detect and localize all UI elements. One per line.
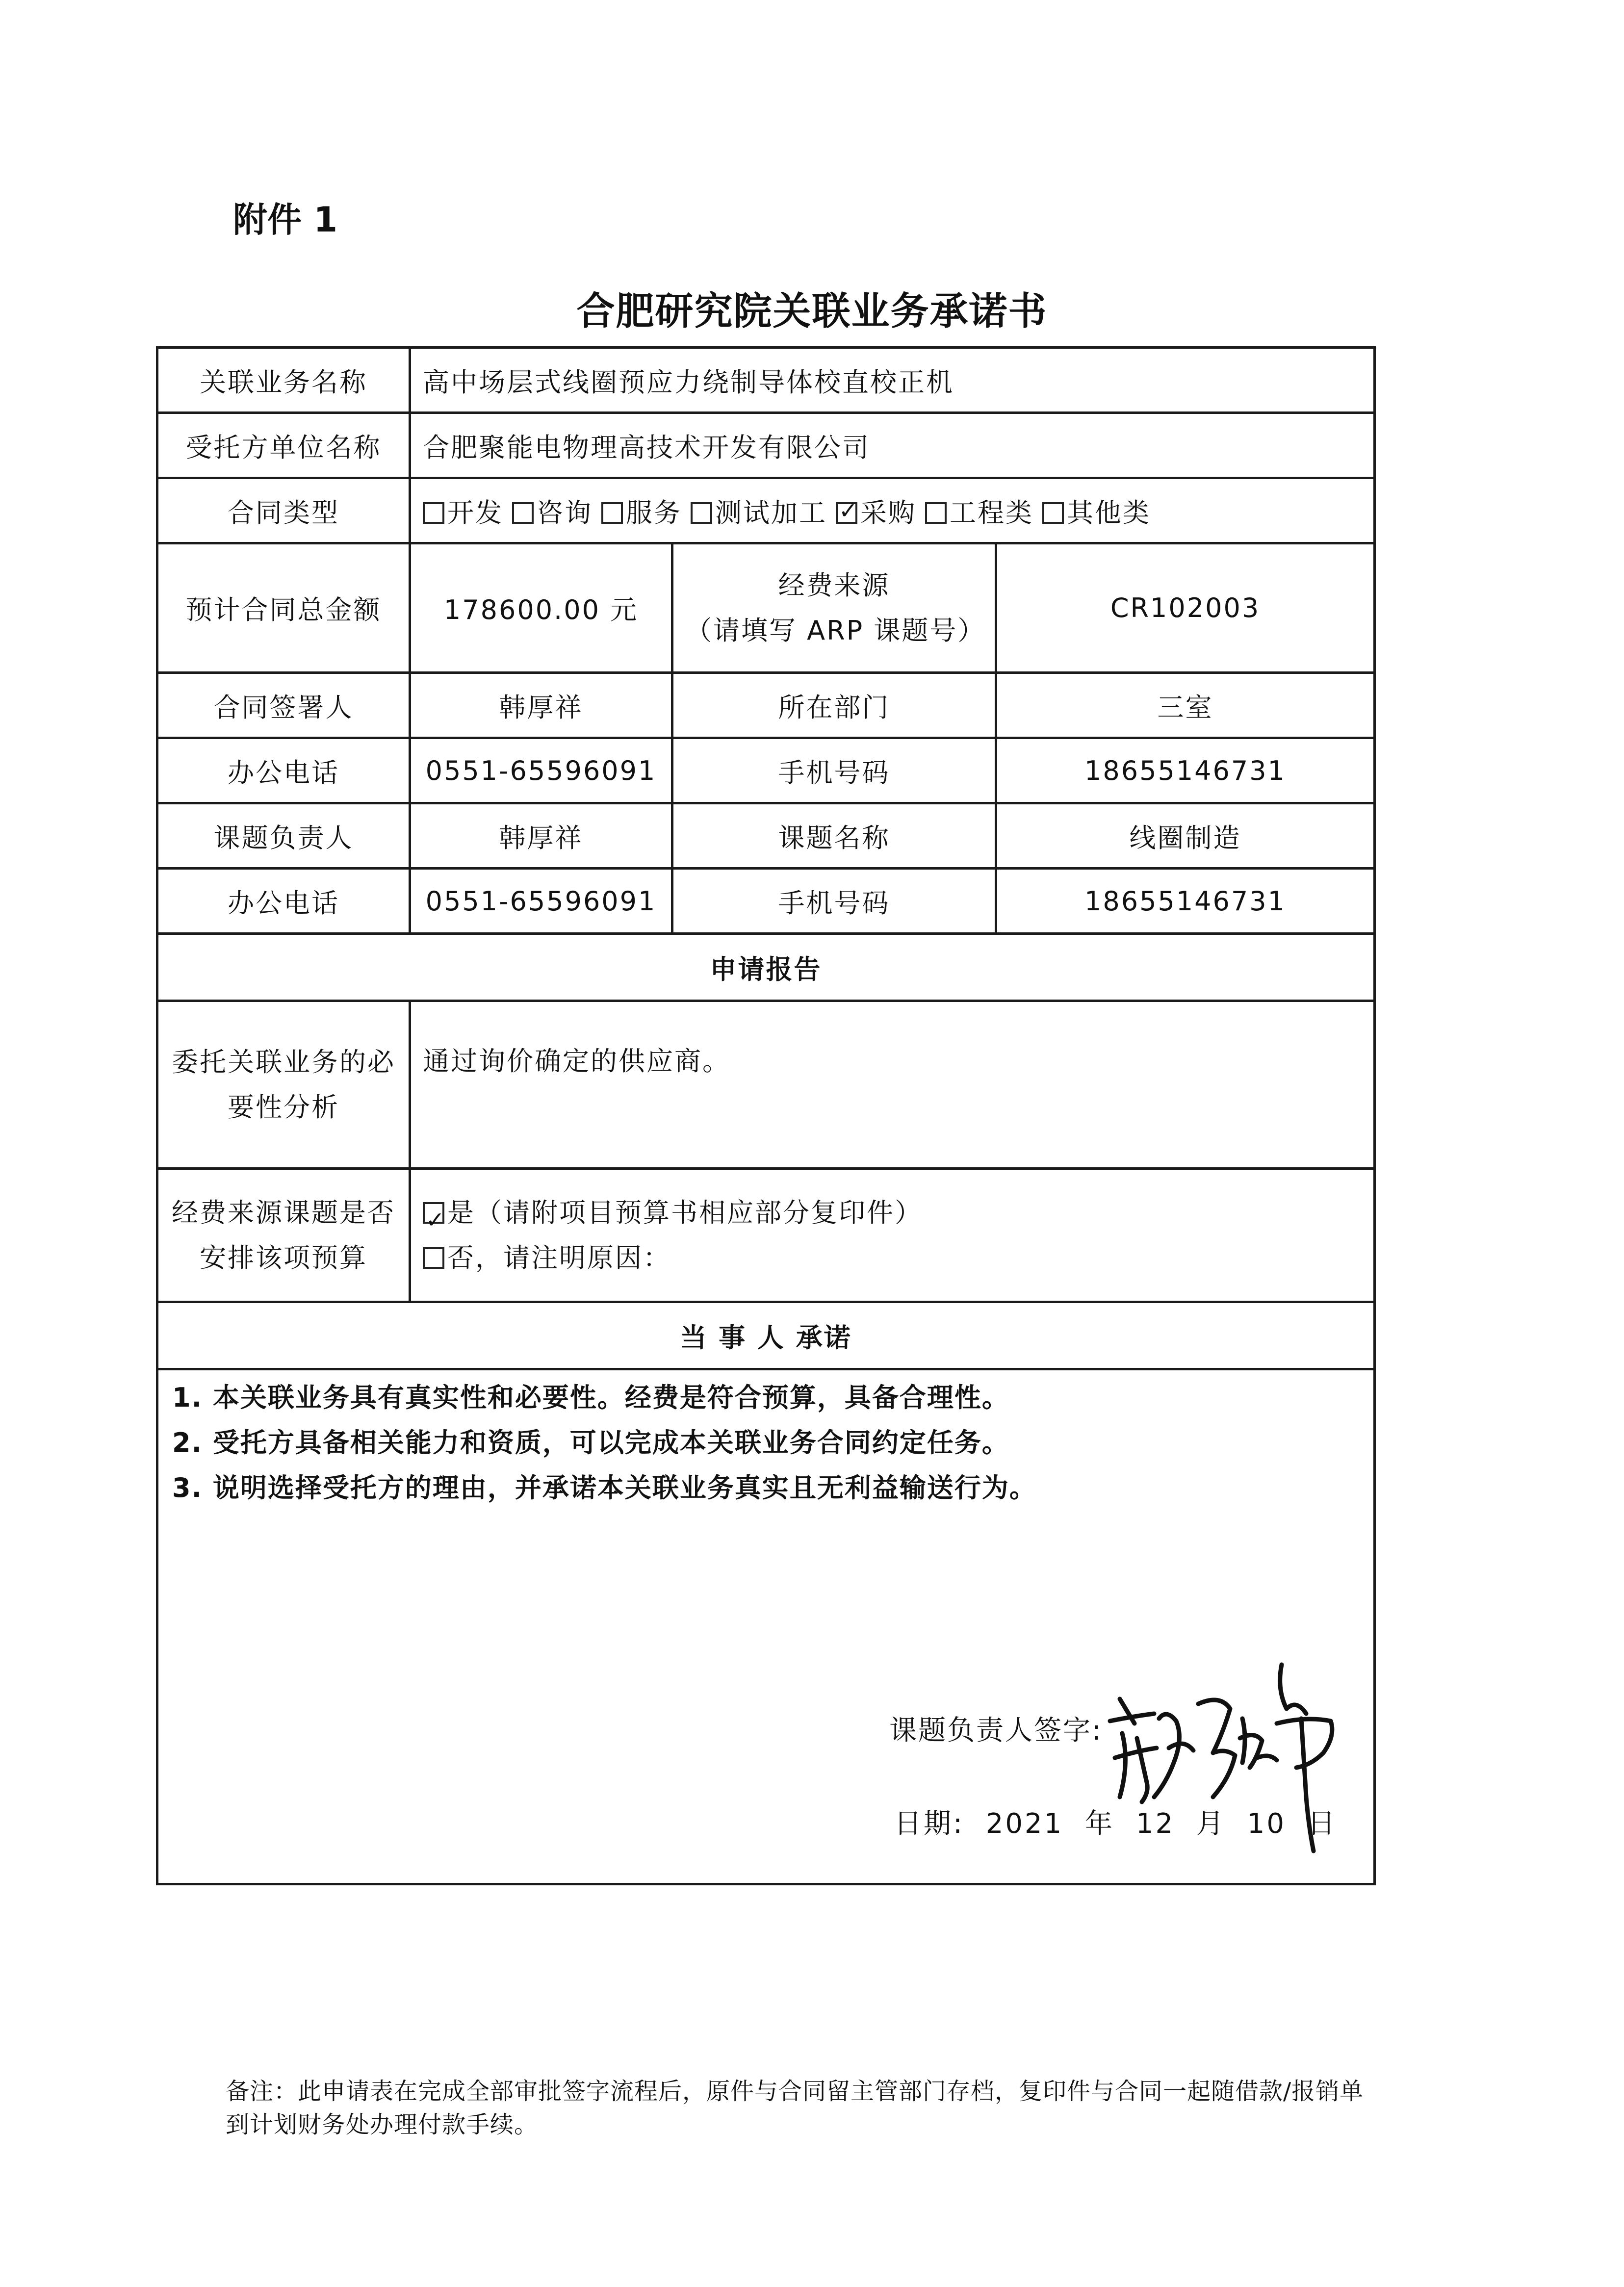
lead-office-phone-value: 0551-65596091 — [410, 869, 672, 934]
funding-source-label — [672, 543, 996, 673]
budget-options — [410, 1169, 1375, 1302]
empty-checkbox-icon — [1042, 502, 1064, 524]
attachment-label: 附件 1 — [233, 200, 338, 240]
department-value: 三室 — [996, 673, 1375, 738]
empty-checkbox-icon — [601, 502, 623, 524]
project-lead-label: 课题负责人 — [157, 803, 410, 869]
business-name-label: 关联业务名称 — [157, 348, 410, 413]
contract-type-option-label: 服务 — [626, 497, 682, 528]
row-budget — [157, 1169, 1375, 1302]
contract-type-option — [827, 497, 916, 528]
project-name-value: 线圈制造 — [996, 803, 1375, 869]
commitment-body — [157, 1369, 1375, 1884]
row-commitment — [157, 1369, 1375, 1884]
row-business-name — [157, 348, 1375, 413]
date-day: 10 — [1247, 1808, 1286, 1840]
contract-type-option-label: 其他类 — [1067, 497, 1151, 528]
checked-checkbox-icon — [836, 502, 857, 524]
row-amount — [157, 543, 1375, 673]
empty-checkbox-icon — [423, 502, 444, 524]
contract-type-option-label: 工程类 — [950, 497, 1033, 528]
empty-checkbox-icon — [423, 1247, 444, 1269]
project-name-label: 课题名称 — [672, 803, 996, 869]
date-label: 日期: — [894, 1808, 964, 1840]
department-label: 所在部门 — [672, 673, 996, 738]
date-day-unit: 日 — [1307, 1808, 1337, 1840]
budget-label-line1: 经费来源课题是否 — [172, 1197, 395, 1228]
necessity-label-line1: 委托关联业务的必 — [172, 1046, 395, 1078]
empty-checkbox-icon — [925, 502, 947, 524]
contract-type-option — [423, 497, 503, 528]
date-month-unit: 月 — [1196, 1808, 1226, 1840]
commitment-form — [156, 346, 1376, 1885]
funding-source-value: CR102003 — [996, 543, 1375, 673]
date-month: 12 — [1135, 1808, 1175, 1840]
application-heading: 申请报告 — [157, 934, 1375, 1001]
row-signer-phone — [157, 738, 1375, 803]
budget-yes-option — [423, 1190, 1362, 1235]
contract-type-option-label: 测试加工 — [715, 497, 827, 528]
signer-mobile-value: 18655146731 — [996, 738, 1375, 803]
contract-type-option-label: 采购 — [860, 497, 916, 528]
commitment-item-3: 3. 说明选择受托方的理由，并承诺本关联业务真实且无利益输送行为。 — [172, 1472, 1037, 1503]
necessity-label-line2: 要性分析 — [228, 1091, 339, 1123]
budget-no-label: 否，请注明原因： — [447, 1242, 671, 1273]
commitment-item-2: 2. 受托方具备相关能力和资质，可以完成本关联业务合同约定任务。 — [172, 1427, 1009, 1458]
row-commitment-heading — [157, 1302, 1375, 1369]
lead-mobile-label: 手机号码 — [672, 869, 996, 934]
signer-label: 合同签署人 — [157, 673, 410, 738]
contract-type-label: 合同类型 — [157, 478, 410, 543]
contract-type-options — [410, 478, 1375, 543]
lead-office-phone-label: 办公电话 — [157, 869, 410, 934]
business-name-value: 高中场层式线圈预应力绕制导体校直校正机 — [410, 348, 1375, 413]
row-contractor — [157, 413, 1375, 478]
necessity-label — [157, 1001, 410, 1169]
contract-type-option — [916, 497, 1033, 528]
checked-checkbox-icon — [423, 1202, 444, 1224]
funding-source-label-line2: （请填写 ARP 课题号） — [685, 615, 986, 646]
commitment-item-1: 1. 本关联业务具有真实性和必要性。经费是符合预算，具备合理性。 — [172, 1382, 1009, 1413]
budget-label-line2: 安排该项预算 — [200, 1242, 367, 1273]
signer-office-phone-label: 办公电话 — [157, 738, 410, 803]
row-application-heading — [157, 934, 1375, 1001]
empty-checkbox-icon — [691, 502, 712, 524]
date-year: 2021 — [985, 1808, 1064, 1840]
amount-label: 预计合同总金额 — [157, 543, 410, 673]
amount-value: 178600.00 元 — [410, 543, 672, 673]
document-title: 合肥研究院关联业务承诺书 — [576, 289, 1048, 334]
signer-value: 韩厚祥 — [410, 673, 672, 738]
footnote: 备注：此申请表在完成全部审批签字流程后，原件与合同留主管部门存档，复印件与合同一起随借款/报销单到计划财务处办理付款手续。 — [226, 2078, 1364, 2138]
row-necessity — [157, 1001, 1375, 1169]
signer-mobile-label: 手机号码 — [672, 738, 996, 803]
signer-office-phone-value: 0551-65596091 — [410, 738, 672, 803]
budget-label — [157, 1169, 410, 1302]
necessity-value: 通过询价确定的供应商。 — [410, 1001, 1375, 1169]
row-signer — [157, 673, 1375, 738]
row-lead-phone — [157, 869, 1375, 934]
row-project-lead — [157, 803, 1375, 869]
contract-type-option — [682, 497, 827, 528]
date-year-unit: 年 — [1085, 1808, 1115, 1840]
budget-no-option — [423, 1235, 1362, 1281]
lead-mobile-value: 18655146731 — [996, 869, 1375, 934]
funding-source-label-line1: 经费来源 — [778, 569, 890, 601]
contract-type-option-label: 咨询 — [537, 497, 593, 528]
contract-type-option — [503, 497, 593, 528]
commitment-heading: 当 事 人 承诺 — [157, 1302, 1375, 1369]
budget-yes-label: 是（请附项目预算书相应部分复印件） — [447, 1197, 923, 1228]
row-contract-type — [157, 478, 1375, 543]
contractor-label: 受托方单位名称 — [157, 413, 410, 478]
contract-type-option — [593, 497, 682, 528]
empty-checkbox-icon — [512, 502, 534, 524]
contractor-value: 合肥聚能电物理高技术开发有限公司 — [410, 413, 1375, 478]
contract-type-option-label: 开发 — [447, 497, 503, 528]
date-line — [894, 1802, 1348, 1841]
project-lead-value: 韩厚祥 — [410, 803, 672, 869]
contract-type-option — [1033, 497, 1151, 528]
signature-label: 课题负责人签字: — [889, 1715, 1103, 1747]
